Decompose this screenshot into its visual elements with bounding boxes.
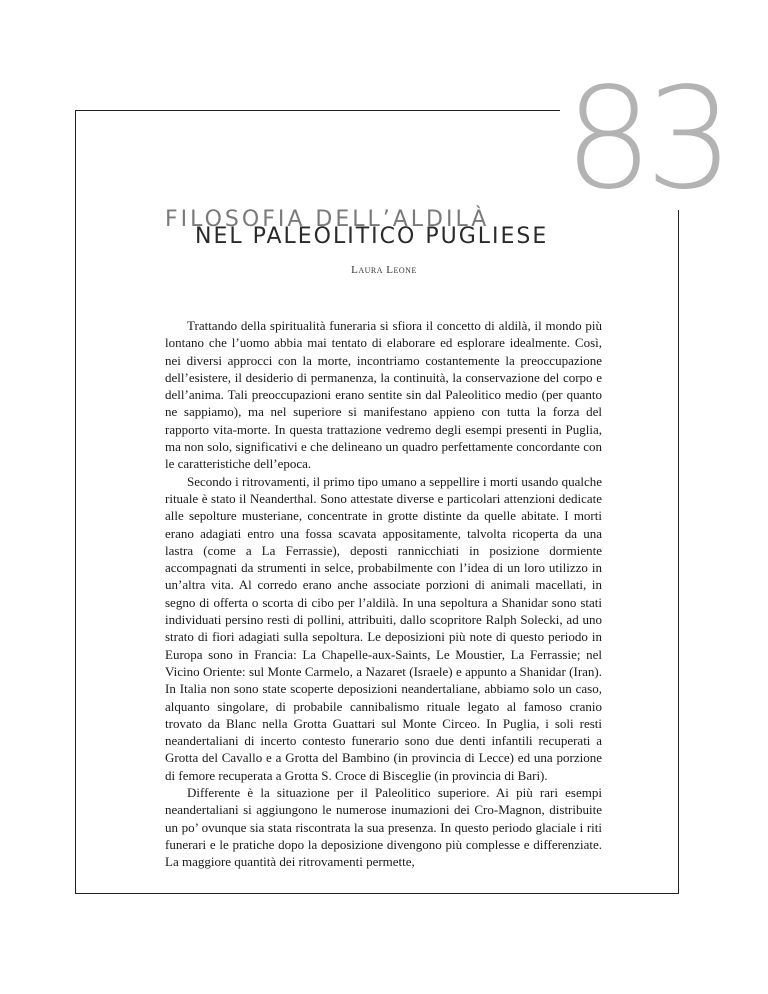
paragraph: Trattando della spiritualità funeraria si sfiora il concetto di aldilà, il mondo più lontano che l’uomo abbia mai tentato di elaborare ed esplorare idealmente. Così, nei diversi approcci con la morte, incontriamo costantemente la preoccupazione dell’esistere, il desiderio di permanenza, la continuità, la conservazione del corpo e dell’anima. Tali preoccupazioni erano sentite sin dal Paleolitico medio (per quanto ne sappiamo), ma nel superiore si manifestano appieno con tutta la forza del rapporto vita-morte. In questa trattazione vedremo degli esempi presenti in Puglia, ma non solo, significativi e che delineano un quadro perfettamente concordante con le caratteristiche dell’epoca. (165, 318, 602, 472)
body-text (165, 317, 602, 871)
paragraph: Differente è la situazione per il Paleolitico superiore. Ai più rari esempi neandertaliani si aggiungono le numerose inumazioni dei Cro-Magnon, distribuite un po’ ovunque sia stata riscontrata la sua presenza. In questo periodo glaciale i riti funerari e le pratiche dopo la deposizione divengono più complesse e differenziate. La maggiore quantità dei ritrovamenti permette, (165, 785, 602, 870)
page-number: 83 (560, 70, 730, 210)
author-name: Laura Leone (351, 264, 417, 276)
chapter-title-line-2: NEL PALEOLITICO PUGLIESE (195, 224, 549, 249)
chapter-title-line-1: FILOSOFIA DELL’ALDILÀ (165, 207, 490, 232)
paragraph: Secondo i ritrovamenti, il primo tipo umano a seppellire i morti usando qualche rituale è stato il Neanderthal. Sono attestate diverse e particolari attenzioni dedicate alle sepolture musteriane, concentrate in grotte distinte da quelle abitate. I morti erano adagiati entro una fossa scavata appositamente, talvolta ricoperta da una lastra (come a La Ferrassie), deposti rannicchiati in posizione dormiente accompagnati da strumenti in selce, probabilmente con l’idea di un loro utilizzo in un’altra vita. Al corredo erano anche associate porzioni di animali macellati, in segno di offerta o scorta di cibo per l’aldilà. In una sepoltura a Shanidar sono stati individuati persino resti di pollini, attribuiti, dallo scopritore Ralph Solecki, ad uno strato di fiori adagiati sulla sepoltura. Le deposizioni più note di questo periodo in Europa sono in Francia: La Chapelle-aux-Saints, Le Moustier, La Ferrassie; nel Vicino Oriente: sul Monte Carmelo, a Nazaret (Israele) e appunto a Shanidar (Iran). In Italia non sono state scoperte deposizioni neandertaliane, abbiamo solo un caso, alquanto singolare, di probabile cannibalismo rituale legato al famoso cranio trovato da Blanc nella Grotta Guattari sul Monte Circeo. In Puglia, i soli resti neandertaliani di incerto contesto funerario sono due denti infantili recuperati a Grotta del Cavallo e a Grotta del Bambino (in provincia di Lecce) ed una porzione di femore recuperata a Grotta S. Croce di Bisceglie (in provincia di Bari). (165, 473, 602, 783)
